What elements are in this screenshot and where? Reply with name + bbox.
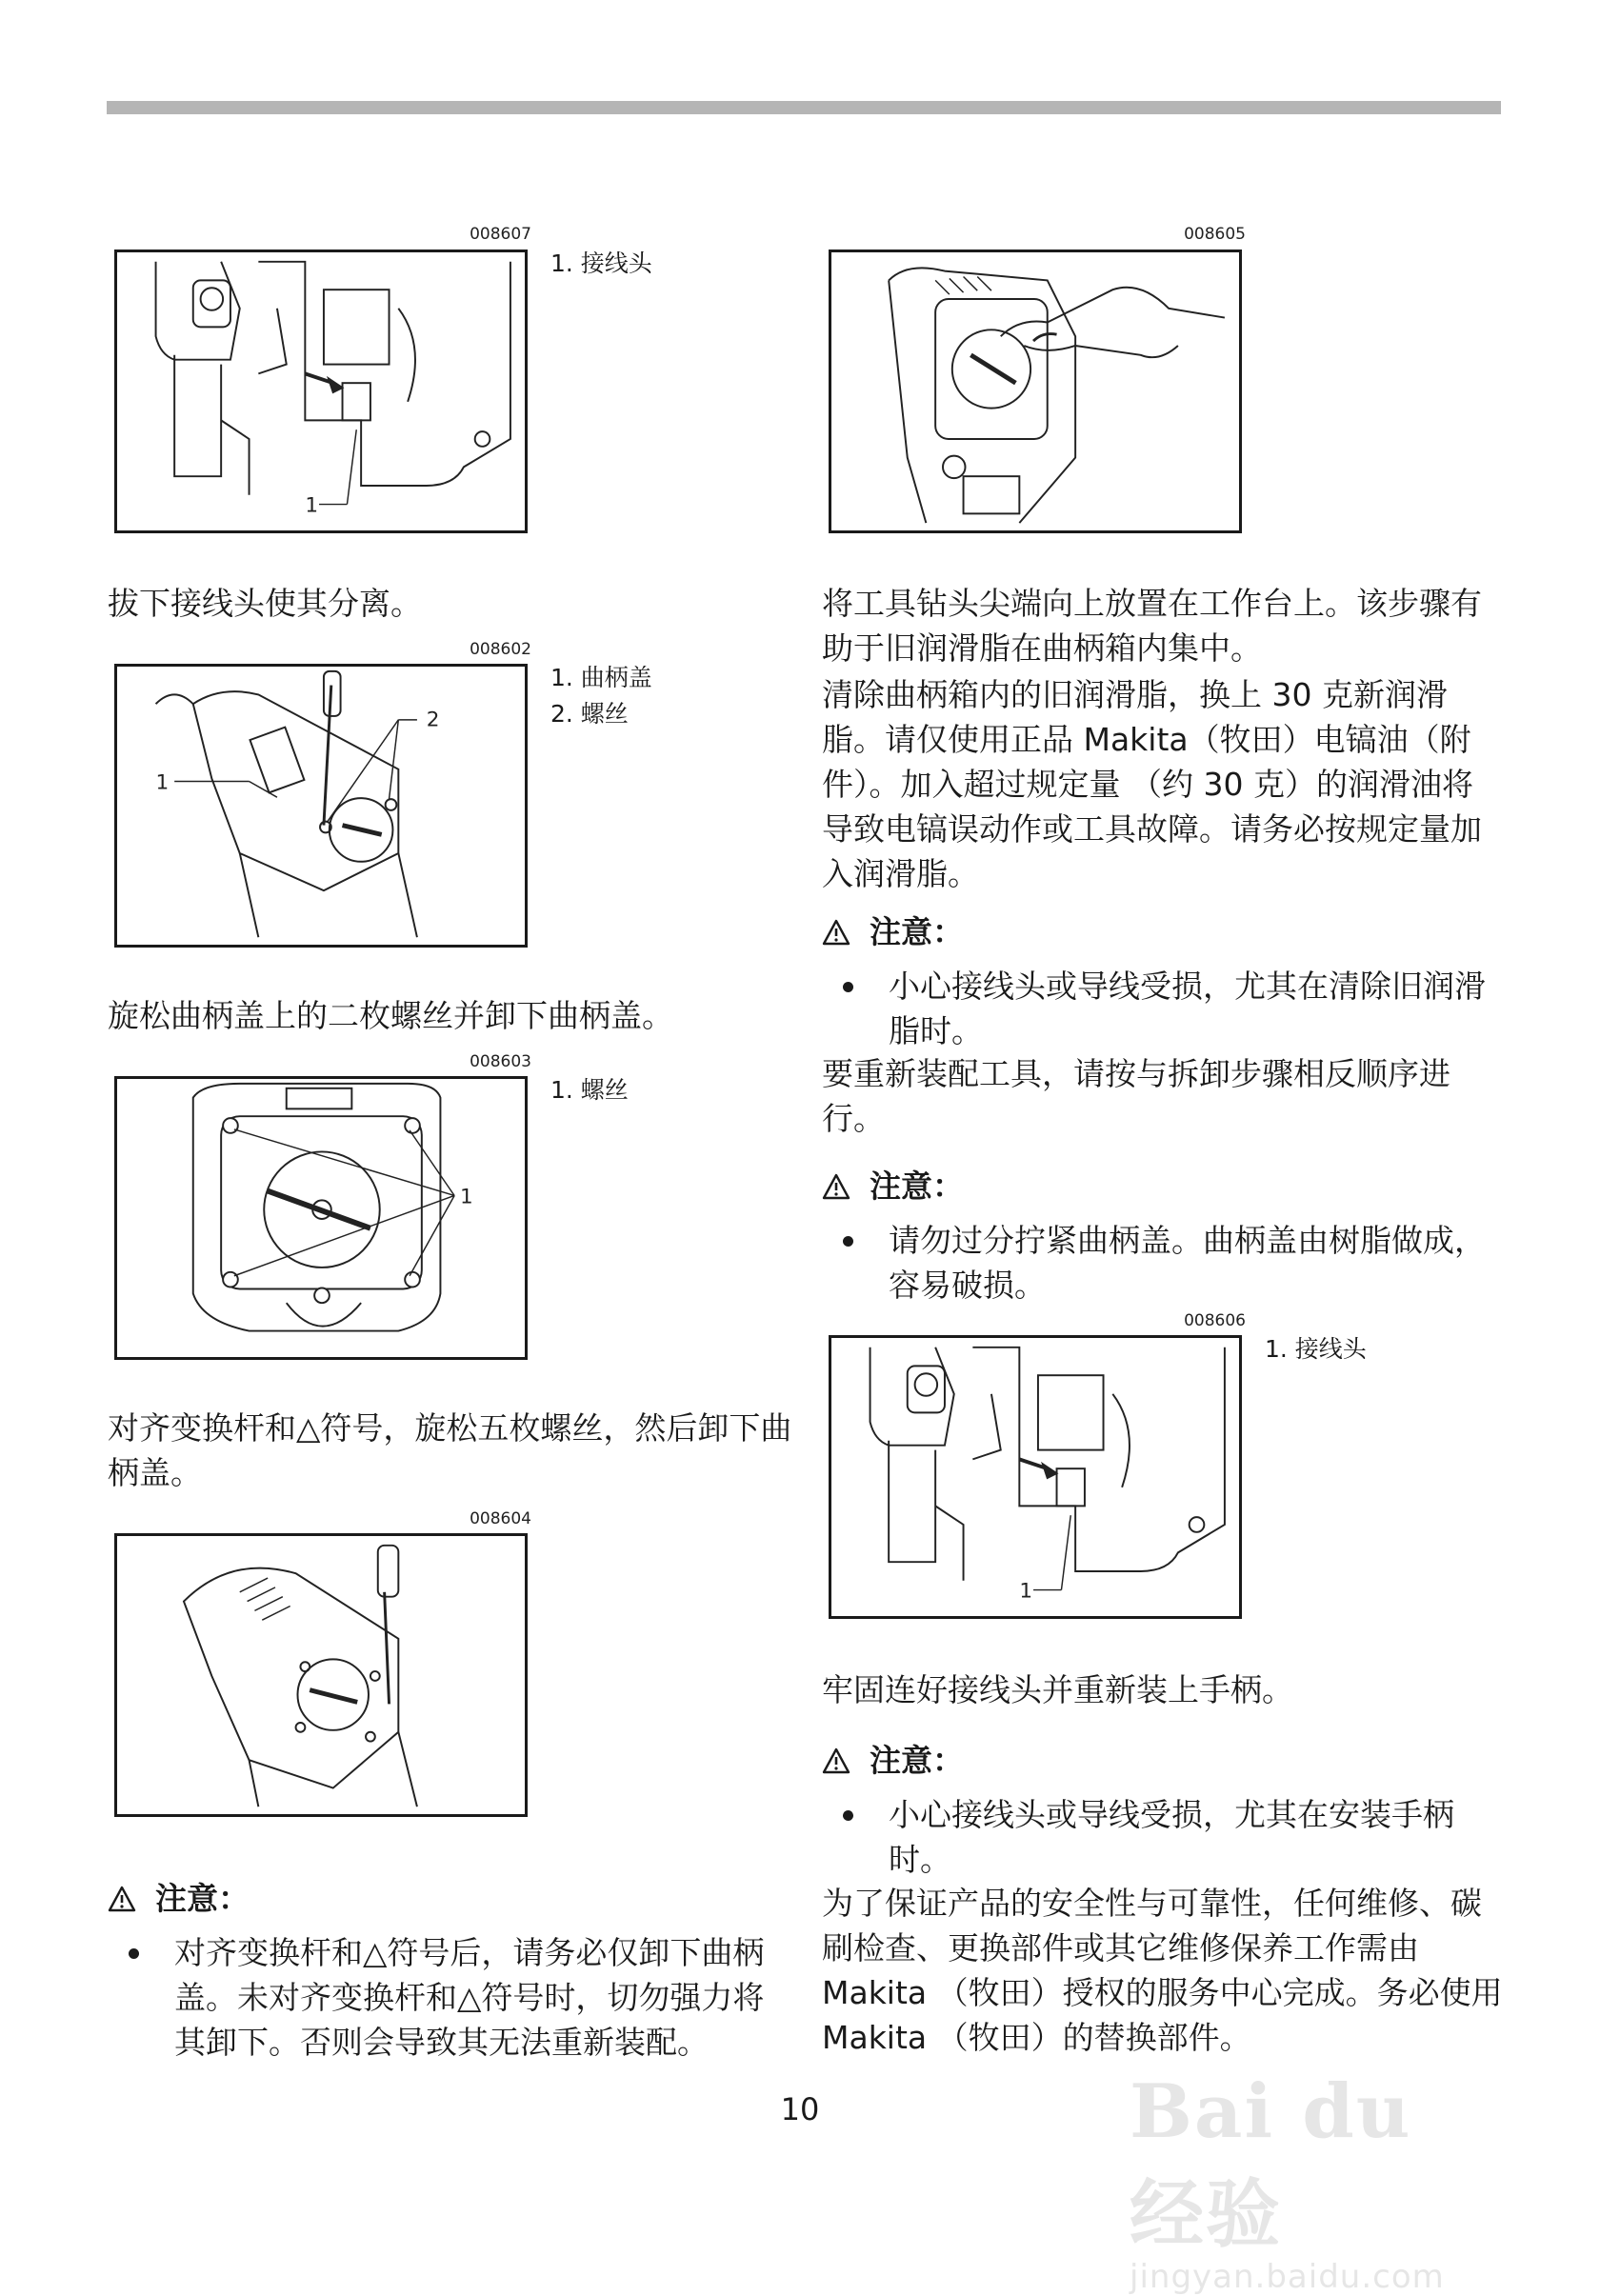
caution-heading: 注意：	[822, 1738, 1504, 1783]
connector-illustration	[117, 252, 525, 530]
legend-item: 1. 螺丝	[550, 1076, 629, 1104]
figure-code: 008606	[1184, 1311, 1246, 1330]
caution-heading: 注意：	[108, 1876, 793, 1921]
caution-block	[108, 1876, 793, 2065]
figure-five-screws	[114, 1076, 528, 1360]
figure-legend	[550, 246, 652, 282]
figure-code: 008602	[470, 640, 531, 659]
callout-number: 1	[460, 1185, 473, 1209]
caution-block	[822, 1164, 1504, 1308]
instruction-paragraph: 要重新装配工具，请按与拆卸步骤相反顺序进行。	[822, 1055, 1450, 1137]
figure-legend	[550, 660, 652, 732]
page-number: 10	[780, 2091, 820, 2127]
legend-item: 1. 接线头	[1265, 1335, 1367, 1363]
instruction-paragraph: 牢固连好接线头并重新装上手柄。	[822, 1671, 1293, 1708]
header-rule	[107, 101, 1501, 114]
callout-number: 1	[155, 770, 170, 795]
figure-legend	[550, 1072, 629, 1108]
five-screws-illustration	[117, 1079, 525, 1357]
figure-code: 008605	[1184, 225, 1246, 244]
callout-number: 1	[1019, 1579, 1033, 1604]
figure-connector-unplug	[114, 250, 528, 533]
figure-code: 008607	[470, 225, 531, 244]
instruction-paragraph: 清除曲柄箱内的旧润滑脂，换上 30 克新润滑脂。请仅使用正品 Makita（牧田）电镐油（附件）。加入超过规定量 （约 30 克）的润滑油将导致电镐误动作或工具故障。请务必按规定量加入润滑脂。	[822, 676, 1482, 892]
figure-legend	[1265, 1331, 1367, 1368]
instruction-paragraph: 为了保证产品的安全性与可靠性，任何维修、碳刷检查、更换部件或其它维修保养工作需由 Makita （牧田）授权的服务中心完成。务必使用 Makita （牧田）的替换部件。	[822, 1885, 1503, 2056]
warning-triangle-icon	[822, 1173, 850, 1200]
legend-item: 2. 螺丝	[550, 700, 629, 728]
connector-illustration	[831, 1338, 1239, 1616]
caution-item: 小心接线头或导线受损，尤其在安装手柄时。	[822, 1792, 1504, 1882]
caution-heading: 注意：	[822, 909, 1504, 954]
caution-block	[822, 1738, 1504, 1882]
figure-remove-cover-screwdriver	[114, 1533, 528, 1817]
warning-triangle-icon	[108, 1886, 136, 1912]
figure-code: 008603	[470, 1052, 531, 1071]
instruction-paragraph: 旋松曲柄盖上的二枚螺丝并卸下曲柄盖。	[108, 997, 673, 1034]
warning-triangle-icon	[822, 919, 850, 946]
caution-item: 请勿过分拧紧曲柄盖。曲柄盖由树脂做成，容易破损。	[822, 1218, 1504, 1308]
figure-connector-reconnect	[829, 1335, 1242, 1619]
crank-cover-illustration	[117, 667, 525, 945]
instruction-paragraph: 对齐变换杆和△符号，旋松五枚螺丝，然后卸下曲柄盖。	[108, 1409, 792, 1491]
caution-item: 对齐变换杆和△符号后，请务必仅卸下曲柄盖。未对齐变换杆和△符号时，切勿强力将其卸下。否则会导致其无法重新装配。	[108, 1930, 793, 2065]
figure-grease-cleaning	[829, 250, 1242, 533]
screwdriver-illustration	[117, 1536, 525, 1814]
caution-block	[822, 909, 1504, 1053]
caution-item: 小心接线头或导线受损，尤其在清除旧润滑脂时。	[822, 964, 1504, 1053]
callout-number: 2	[426, 708, 440, 732]
watermark-url: jingyan.baidu.com	[1130, 2258, 1445, 2296]
figure-code: 008604	[470, 1509, 531, 1528]
instruction-paragraph: 拔下接线头使其分离。	[108, 585, 422, 622]
caution-heading: 注意：	[822, 1164, 1504, 1208]
instruction-paragraph: 将工具钻头尖端向上放置在工作台上。该步骤有助于旧润滑脂在曲柄箱内集中。	[822, 585, 1482, 667]
figure-crank-cover-screws	[114, 664, 528, 948]
callout-number: 1	[305, 493, 319, 518]
warning-triangle-icon	[822, 1747, 850, 1774]
grease-cleaning-illustration	[831, 252, 1239, 530]
legend-item: 1. 曲柄盖	[550, 664, 652, 691]
watermark-brand: Bai du 经验	[1130, 2068, 1412, 2258]
watermark	[1130, 2068, 1510, 2296]
legend-item: 1. 接线头	[550, 250, 652, 277]
